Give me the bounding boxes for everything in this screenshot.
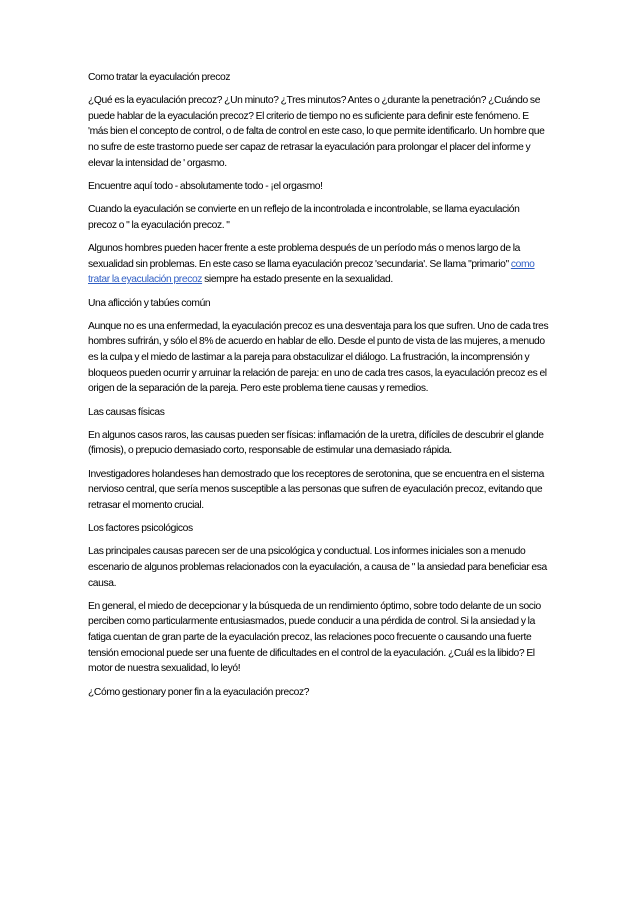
treatment-link[interactable]: como tratar la eyaculación precoz [88,258,535,286]
orgasm-paragraph: Encuentre aquí todo - absolutamente todo - ¡el orgasmo! [88,180,323,192]
section-psych-body-1: Las principales causas parecen ser de una psicológica y conductual. Los informes iniciales son a menudo escenario de algunos problemas relacionados con la eyaculación, a causa de " la ansiedad para beneficiar esa causa. [88,546,547,589]
section-psych-body-2: En general, el miedo de decepcionar y la búsqueda de un rendimiento óptimo, sobre todo delante de un socio perciben como particularmente entusiasmados, puede conducir a una pérdida de control. Si la ansiedad y la fatiga cuentan de gran parte de la eyaculación precoz, las relaciones poco frecuente o causando una fuerte tensión emocional puede ser una fuente de dificultades en el control de la eyaculación. ¿Cuál es la libido? El motor de nuestra sexualidad, lo leyó! [88,600,541,675]
section-physical-body-2: Investigadores holandeses han demostrado que los receptores de serotonina, que se encuentra en el sistema nervioso central, que sería menos susceptible a las personas que sufren de eyaculación precoz, evitando que retrasar el momento crucial. [88,468,544,511]
document-page [88,70,550,708]
section-physical-heading: Las causas físicas [88,406,165,418]
types-paragraph [88,241,550,288]
definition-paragraph: Cuando la eyaculación se convierte en un reflejo de la incontrolada e incontrolable, se llama eyaculación precoz o " la eyaculación precoz. " [88,204,520,231]
types-text-before-link: Algunos hombres pueden hacer frente a este problema después de un período más o menos largo de la sexualidad sin problemas. En este caso se llama eyaculación precoz 'secundaria'. Se llama "primario" [88,243,521,270]
intro-paragraph: ¿Qué es la eyaculación precoz? ¿Un minuto? ¿Tres minutos? Antes o ¿durante la penetración? ¿Cuándo se puede hablar de la eyaculación precoz? El criterio de tiempo no es suficiente para definir este fenómeno. E 'más bien el concepto de control, o de falta de control en este caso, lo que permite identificarlo. Un hombre que no sufre de este trastorno puede ser capaz de retrasar la eyaculación para prolongar el placer del informe y elevar la intensidad de ' orgasmo. [88,95,545,169]
types-text-after-link: siempre ha estado presente en la sexualidad. [202,274,393,286]
closing-question: ¿Cómo gestionary poner fin a la eyaculación precoz? [88,686,310,698]
section-affliction-body: Aunque no es una enfermedad, la eyaculación precoz es una desventaja para los que sufren. Uno de cada tres hombres sufrirán, y sólo el 8% de acuerdo en hablar de ello. Desde el punto de vista de las mujeres, a menudo es la culpa y el miedo de lastimar a la pareja para obstaculizar el diálogo. La frustración, la incomprensión y bloqueos pueden ocurrir y arruinar la relación de pareja: en uno de cada tres casos, la eyaculación precoz es el origen de la separación de la pareja. Pero este problema tiene causas y remedios. [88,320,549,395]
section-affliction-heading: Una aflicción y tabúes común [88,297,211,309]
section-physical-body-1: En algunos casos raros, las causas pueden ser físicas: inflamación de la uretra, difíciles de descubrir el glande (fimosis), o prepucio demasiado corto, responsable de estimular una demasiado rápida. [88,429,544,457]
section-psych-heading: Los factores psicológicos [88,523,193,535]
document-title: Como tratar la eyaculación precoz [88,72,231,83]
